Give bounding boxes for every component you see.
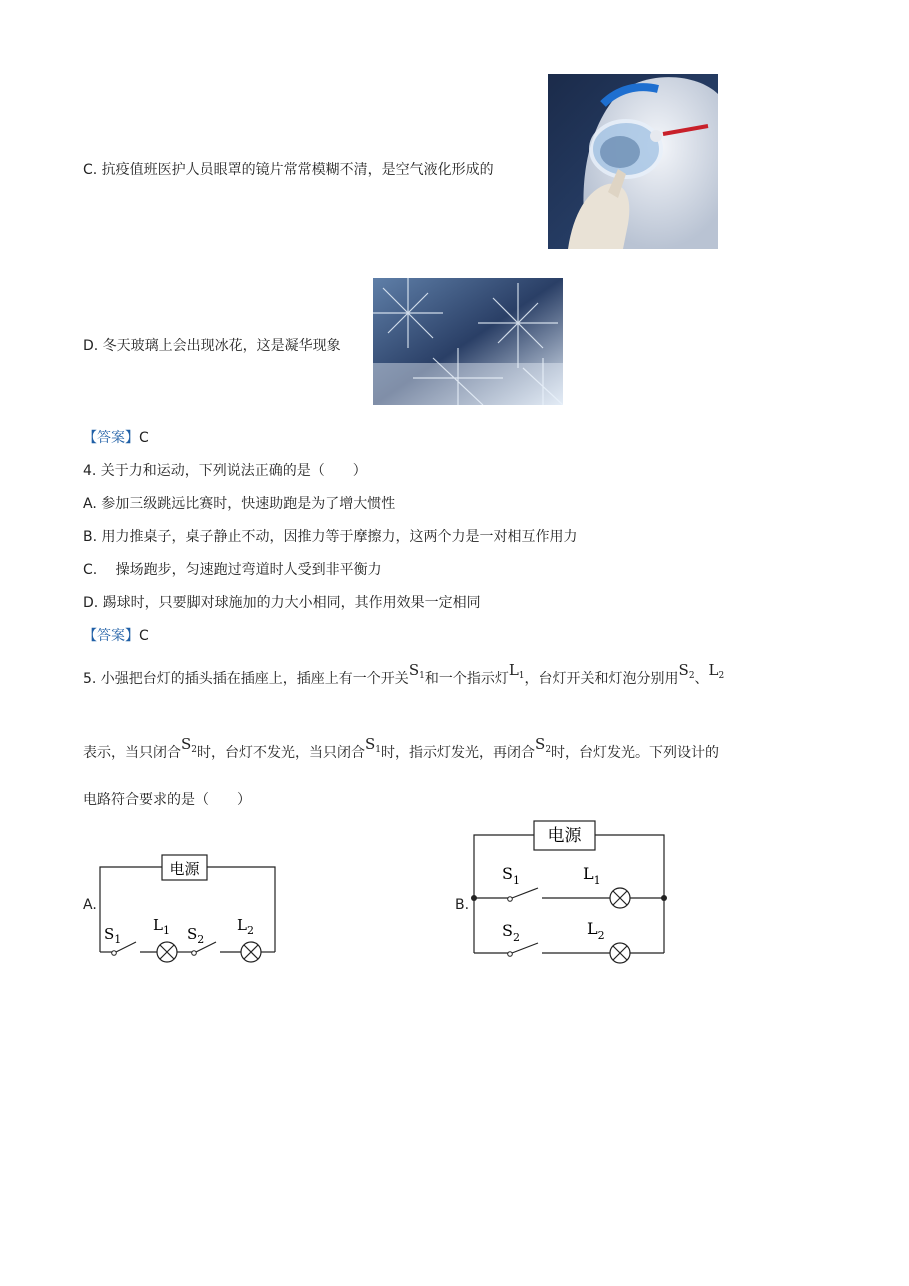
circuit-b-label: B. xyxy=(455,897,470,913)
switch-s1-label: $S_1$ xyxy=(502,864,520,887)
junction-right xyxy=(661,895,667,901)
q4-stem xyxy=(83,462,367,480)
option-d-prev xyxy=(83,337,341,355)
symbol-s2: $S_2$ xyxy=(181,735,198,755)
q5-text: ，台灯开关和灯泡分别用 xyxy=(524,671,679,687)
switch-s1-blade xyxy=(512,888,538,898)
lamp-l1-label: $L_1$ xyxy=(583,864,601,887)
answer-3 xyxy=(83,429,149,447)
q5-line-3 xyxy=(83,791,251,809)
option-d-text: D. 冬天玻璃上会出现冰花，这是凝华现象 xyxy=(83,338,341,354)
q5-text: 时，指示灯发光，再闭合 xyxy=(381,745,536,761)
symbol-s1: $S_1$ xyxy=(365,735,382,755)
symbol-s2: $S_2$ xyxy=(678,661,695,681)
power-source-label: 电源 xyxy=(547,826,582,846)
switch-s2-blade xyxy=(512,943,538,953)
q4-option-b-text: B. 用力推桌子，桌子静止不动，因推力等于摩擦力，这两个力是一对相互作用力 xyxy=(83,529,578,545)
lamp-l2-label: $L_2$ xyxy=(587,919,605,942)
q4-option-a-text: A. 参加三级跳远比赛时，快速助跑是为了增大惯性 xyxy=(83,496,396,512)
symbol-l1: $L_1$ xyxy=(508,661,525,681)
q4-stem-text: 4. 关于力和运动，下列说法正确的是（ ） xyxy=(83,463,367,479)
junction-left xyxy=(471,895,477,901)
symbol-l2: $L_2$ xyxy=(708,661,725,681)
answer-tag: 【答案】 xyxy=(83,628,139,644)
circuit-a-diagram xyxy=(95,852,285,972)
option-c-prev xyxy=(83,161,494,179)
symbol-s1: $S_1$ xyxy=(408,661,425,681)
switch-s1-label: $S_1$ xyxy=(104,925,122,946)
ice-flower-image xyxy=(373,278,563,405)
q5-text: 5. 小强把台灯的插头插在插座上，插座上有一个开关 xyxy=(83,671,409,687)
q5-text: 时，台灯发光。下列设计的 xyxy=(551,745,720,761)
switch-s2-label: $S_2$ xyxy=(187,925,205,946)
q5-line-2 xyxy=(83,735,720,764)
answer-4 xyxy=(83,627,149,645)
switch-s2-label: $S_2$ xyxy=(502,921,520,944)
q5-line-1 xyxy=(83,661,725,690)
q4-option-a xyxy=(83,495,395,513)
power-source-label: 电源 xyxy=(169,860,200,878)
q4-option-d xyxy=(83,594,481,612)
answer-tag: 【答案】 xyxy=(83,430,139,446)
q5-text: 时，台灯不发光，当只闭合 xyxy=(197,745,366,761)
circuit-a-label: A. xyxy=(83,897,97,913)
q4-option-c xyxy=(83,561,382,579)
q5-text: 表示，当只闭合 xyxy=(83,745,181,761)
q4-option-d-text: D. 踢球时，只要脚对球施加的力大小相同，其作用效果一定相同 xyxy=(83,595,481,611)
lamp-l2-label: $L_2$ xyxy=(237,916,254,937)
q5-text: 电路符合要求的是（ ） xyxy=(83,792,251,808)
q5-text: 和一个指示灯 xyxy=(424,671,509,687)
answer-value: C xyxy=(139,430,149,446)
q4-option-b xyxy=(83,528,578,546)
q5-text: 、 xyxy=(694,671,709,687)
lamp-l1-label: $L_1$ xyxy=(153,916,170,937)
medical-worker-goggles-image xyxy=(548,74,718,249)
option-c-text: C. 抗疫值班医护人员眼罩的镜片常常模糊不清，是空气液化形成的 xyxy=(83,162,494,178)
circuit-b-diagram xyxy=(468,818,673,968)
q4-option-c-text: C. 操场跑步，匀速跑过弯道时人受到非平衡力 xyxy=(83,562,382,578)
symbol-s2: $S_2$ xyxy=(535,735,552,755)
answer-value: C xyxy=(139,628,149,644)
